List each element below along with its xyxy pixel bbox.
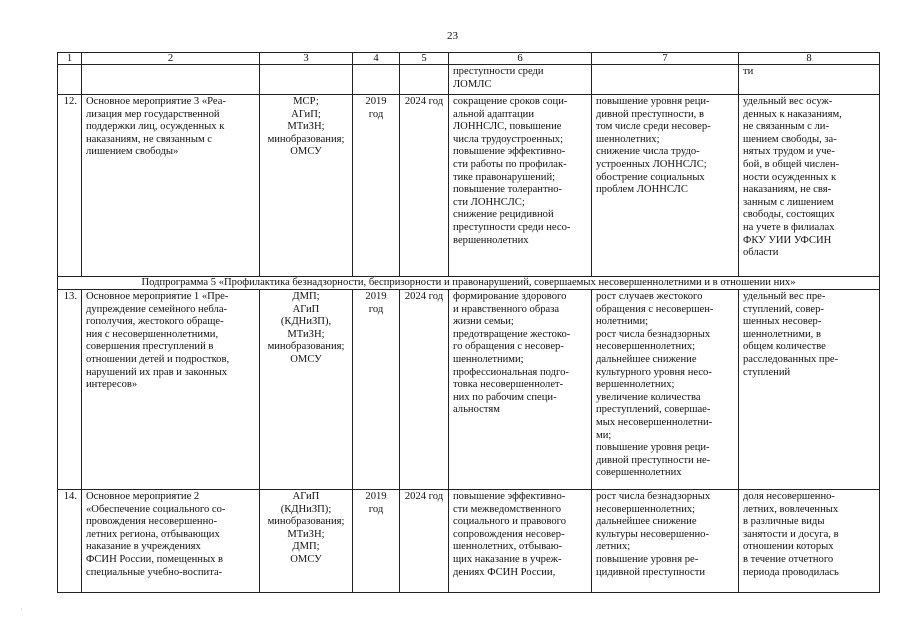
cell-empty: [400, 65, 449, 95]
table-row: [58, 490, 880, 593]
end-year-cell: 2024 год: [400, 95, 449, 277]
column-number: 1: [58, 53, 82, 65]
continuation-indicator: ти: [739, 65, 880, 95]
indicator-cell: удельный вес осуж- денных к наказаниям, не связанным с ли- шением свободы, за- нятых трудом и уче- бой, в общей числен- ности осужденных к наказаниям, не свя- занным с лишением свободы, состоящих на учете в филиалах ФКУ УИИ УФСИН области: [739, 95, 880, 277]
results-cell: сокращение сроков соци- альной адаптации ЛОННСЛС, повышение числа трудоустроенных; повышение эффективно- сти работы по профилак- тике правонарушений; повышение толерантно- сти ЛОННСЛС; снижение рецидивной преступности среди несо- вершеннолетних: [449, 95, 592, 277]
column-number: 7: [592, 53, 739, 65]
row-number: 12.: [58, 95, 82, 277]
row-number: 13.: [58, 290, 82, 490]
responsible-cell: АГиП (КДНиЗП); минобразования; МТиЗН; ДМП; ОМСУ: [260, 490, 353, 593]
activity-cell: Основное мероприятие 1 «Пре- дупреждение семейного небла- гополучия, жестокого обраще- ния с несовершеннолетними, совершения преступлений в отношении детей и подростков, нарушений их прав и законных интересов»: [82, 290, 260, 490]
activity-cell: Основное мероприятие 3 «Реа- лизация мер государственной поддержки лиц, осужденных к наказаниям, не связанным с лишением свободы»: [82, 95, 260, 277]
continuation-results: преступности среди ЛОМЛС: [449, 65, 592, 95]
cell-empty: [353, 65, 400, 95]
page-number: 23: [447, 30, 458, 42]
activity-cell: Основное мероприятие 2 «Обеспечение социального со- провождения несовершенно- летних региона, отбывающих наказание в учреждениях ФСИН России, помещенных в специальные учебно-воспита-: [82, 490, 260, 593]
end-year-cell: 2024 год: [400, 290, 449, 490]
column-number: 3: [260, 53, 353, 65]
consequences-cell: рост случаев жестокого обращения с несовершен- нолетними; рост числа безнадзорных несовершеннолетних; дальнейшее снижение культурного уровня несо- вершеннолетних; увеличение количества преступлений, совершае- мых несовершеннолетни- ми; повышение уровня реци- дивной преступности не- совершеннолетних: [592, 290, 739, 490]
continuation-row: [58, 65, 880, 95]
responsible-cell: МСР; АГиП; МТиЗН; минобразования; ОМСУ: [260, 95, 353, 277]
column-number: 2: [82, 53, 260, 65]
table-row: [58, 95, 880, 277]
table-row: [58, 290, 880, 490]
column-number: 5: [400, 53, 449, 65]
start-year-cell: 2019 год: [353, 95, 400, 277]
cell-empty: [82, 65, 260, 95]
program-table: [57, 52, 880, 593]
cell-empty: [592, 65, 739, 95]
consequences-cell: повышение уровня реци- дивной преступности, в том числе среди несовер- шеннолетних; снижение числа трудо- устроенных ЛОННСЛС; обострение социальных проблем ЛОННСЛС: [592, 95, 739, 277]
subprogram-row: [58, 277, 880, 290]
start-year-cell: 2019 год: [353, 290, 400, 490]
indicator-cell: удельный вес пре- ступлений, совер- шенных несовер- шеннолетними, в общем количестве расследованных пре- ступлений: [739, 290, 880, 490]
column-number: 8: [739, 53, 880, 65]
end-year-cell: 2024 год: [400, 490, 449, 593]
consequences-cell: рост числа безнадзорных несовершеннолетних; дальнейшее снижение культуры несовершенно- летних; повышение уровня ре- цидивной преступности: [592, 490, 739, 593]
cell-empty: [58, 65, 82, 95]
cell-empty: [260, 65, 353, 95]
results-cell: повышение эффективно- сти межведомственного социального и правового сопровождения несовер- шеннолетних, отбываю- щих наказание в учреж- дениях ФСИН России,: [449, 490, 592, 593]
row-number: 14.: [58, 490, 82, 593]
responsible-cell: ДМП; АГиП (КДНиЗП), МТиЗН; минобразования; ОМСУ: [260, 290, 353, 490]
indicator-cell: доля несовершенно- летних, вовлеченных в различные виды занятости и досуга, в отношении которых в течение отчетного периода проводилась: [739, 490, 880, 593]
subprogram-title: Подпрограмма 5 «Профилактика безнадзорности, беспризорности и правонарушений, совершаемых несовершеннолетними и в отношении них»: [58, 277, 880, 290]
results-cell: формирование здорового и нравственного образа жизни семьи; предотвращение жестоко- го обращения с несовер- шеннолетними; профессиональная подго- товка несовершеннолет- них по рабочим специ- альностям: [449, 290, 592, 490]
column-number: 6: [449, 53, 592, 65]
column-number: 4: [353, 53, 400, 65]
margin-mark: ·: [20, 605, 23, 614]
start-year-cell: 2019 год: [353, 490, 400, 593]
column-number-row: [58, 53, 880, 65]
